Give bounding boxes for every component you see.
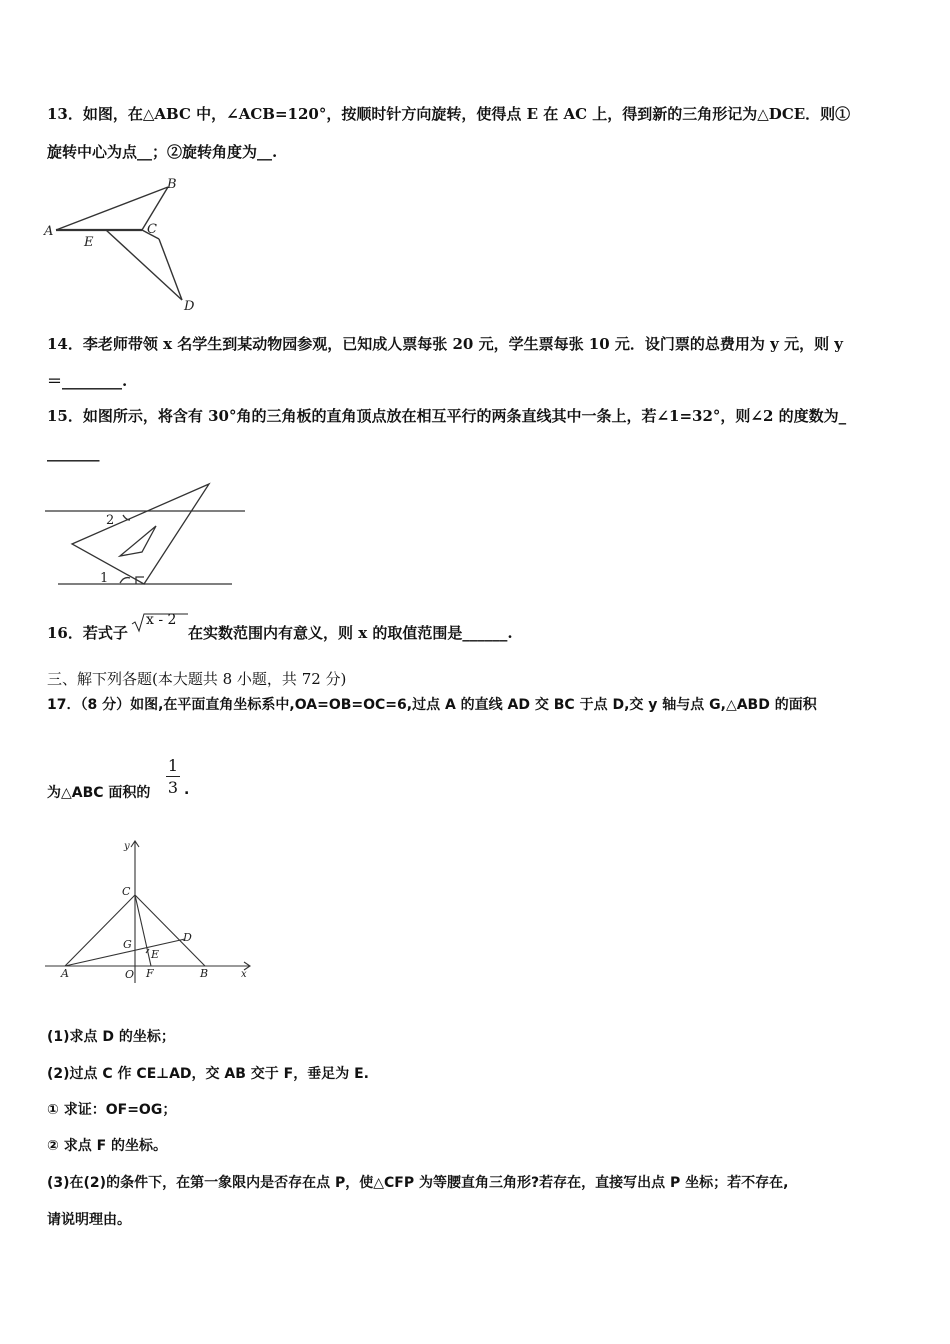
q17-part2a: ① 求证：OF=OG； [47, 1102, 177, 1118]
q16-suffix: 在实数范围内有意义，则 x 的取值范围是______. [188, 624, 513, 642]
q17-part2b: ② 求点 F 的坐标。 [47, 1138, 168, 1154]
q17-figure [40, 835, 260, 985]
q17-line1: 17．（8 分）如图,在平面直角坐标系中,OA=OB=OC=6,过点 A 的直线 AD 交 BC 于点 D,交 y 轴与点 G,△ABD 的面积 [47, 697, 817, 713]
q17-fraction-num: 1 [167, 756, 179, 775]
q17-label-a: A [61, 967, 69, 980]
q17-line2-prefix: 为△ABC 面积的 [47, 785, 151, 801]
q13-label-d: D [184, 299, 195, 314]
q17-label-o: O [125, 968, 135, 981]
q16-prefix: 16．若式子 [47, 624, 128, 642]
q15-label-2: 2 [106, 513, 115, 528]
q17-label-b: B [200, 967, 209, 980]
q17-fraction-den: 3 [167, 778, 179, 797]
q17-label-g: G [123, 938, 132, 951]
q17-label-d: D [183, 931, 192, 944]
q15-line2: _______ [47, 444, 100, 462]
q13-label-a: A [44, 224, 54, 239]
q17-part3-line2: 请说明理由。 [47, 1212, 131, 1228]
q14-line2: ＝________. [47, 372, 128, 390]
q15-figure [40, 478, 250, 593]
q17-label-f: F [146, 967, 154, 980]
q17-label-x: x [241, 969, 247, 980]
q13-line2: 旋转中心为点__；②旋转角度为__. [47, 143, 278, 161]
q13-figure [40, 172, 210, 317]
q17-part3-line1: (3)在(2)的条件下，在第一象限内是否存在点 P，使△CFP 为等腰直角三角形?若存在，直接写出点 P 坐标；若不存在, [47, 1175, 789, 1191]
q17-fraction [166, 756, 180, 797]
q15-label-1: 1 [100, 571, 109, 586]
q16-radicand: x - 2 [146, 612, 177, 628]
q14-line1: 14．李老师带领 x 名学生到某动物园参观，已知成人票每张 20 元，学生票每张 10 元．设门票的总费用为 y 元，则 y [47, 335, 844, 353]
q17-part2: (2)过点 C 作 CE⊥AD，交 AB 交于 F，垂足为 E. [47, 1066, 369, 1082]
q13-line1: 13．如图，在△ABC 中，∠ACB=120°，按顺时针方向旋转，使得点 E 在 AC 上，得到新的三角形记为△DCE．则① [47, 105, 851, 123]
q17-label-c: C [122, 885, 131, 898]
q17-label-y: y [124, 841, 130, 852]
q13-label-e: E [84, 235, 94, 250]
q17-line2-suffix: . [184, 782, 190, 798]
q13-label-b: B [167, 177, 177, 192]
q15-line1: 15．如图所示，将含有 30°角的三角板的直角顶点放在相互平行的两条直线其中一条上，若∠1=32°，则∠2 的度数为_ [47, 407, 847, 425]
q17-label-e: E [151, 948, 160, 961]
q17-part1: (1)求点 D 的坐标； [47, 1029, 175, 1045]
q13-label-c: C [147, 222, 157, 237]
section3-heading: 三、解下列各题(本大题共 8 小题，共 72 分) [47, 670, 347, 688]
